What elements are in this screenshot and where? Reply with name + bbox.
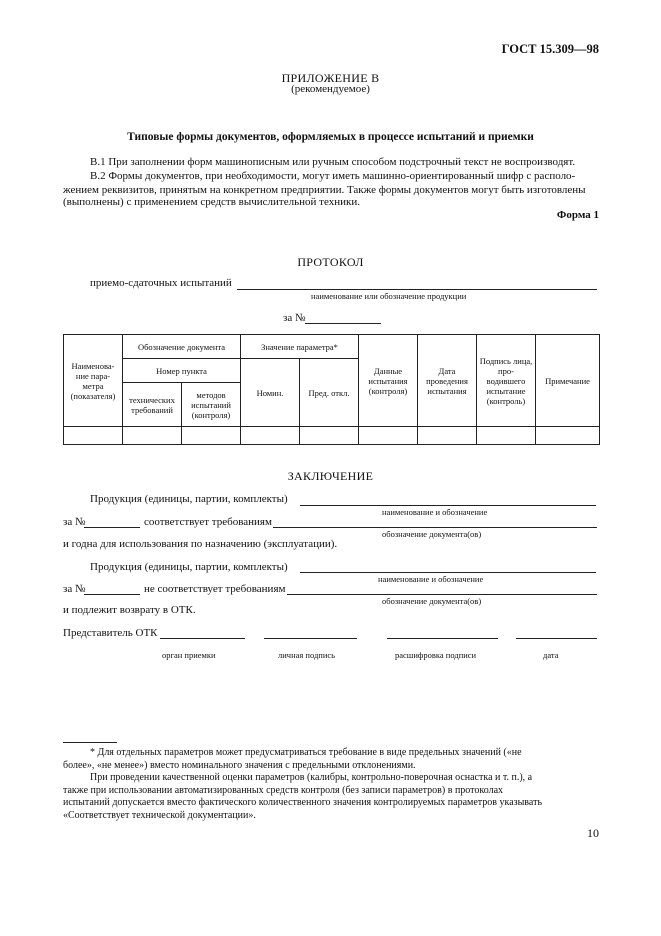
gost-header: ГОСТ 15.309—98 [501, 42, 599, 56]
otk-representative-label: Представитель ОТК [63, 627, 158, 639]
product-1-caption: наименование и обозначение [382, 507, 488, 517]
col-param-value: Значение параметра* [241, 335, 359, 359]
return-statement: и подлежит возврату в ОТК. [63, 604, 196, 616]
not-complies-line[interactable] [287, 594, 597, 595]
table-cell[interactable] [241, 427, 300, 445]
caption-personal-signature: личная подпись [278, 650, 336, 660]
page-number: 10 [587, 826, 599, 840]
protocol-number-label: за № [283, 312, 306, 324]
footnote-2-line2: также при использовании автоматизированных средств контроля (без записи параметров) в протоколах [63, 784, 504, 796]
product-2-caption: наименование и обозначение [378, 574, 484, 584]
col-signature: Подпись лица, про-водившего испытание (контроль) [477, 335, 536, 427]
number-line-2[interactable] [84, 594, 140, 595]
table-cell[interactable] [359, 427, 418, 445]
complies-line[interactable] [273, 527, 597, 528]
paragraph-b2-line3: (выполнены) с применением средств вычислительной техники. [63, 196, 360, 208]
conclusion-title: ЗАКЛЮЧЕНИЕ [287, 469, 374, 483]
product-1-line[interactable] [300, 505, 596, 506]
protocol-table [63, 334, 600, 445]
conclusion-product-2: Продукция (единицы, партии, комплекты) [90, 561, 288, 573]
footnote-1-line2: более», «не менее») вместо номинального значения с предельными отклонениями. [63, 759, 416, 771]
footnote-2-line3: испытаний допускается вместо фактического количественного значения контролируемых параметров указывать [63, 797, 543, 808]
signature-line-decoding[interactable] [387, 638, 498, 639]
col-item-number: Номер пункта [123, 359, 241, 383]
signature-line-organ[interactable] [160, 638, 245, 639]
table-cell[interactable] [123, 427, 182, 445]
col-note: Примечание [536, 335, 600, 427]
caption-signature-decoding: расшифровка подписи [395, 650, 477, 660]
form-label: Форма 1 [556, 209, 599, 221]
number-line-1[interactable] [84, 527, 140, 528]
section-heading: Типовые формы документов, оформляемых в процессе испытаний и приемки [127, 131, 534, 143]
table-cell[interactable] [418, 427, 477, 445]
paragraph-b2-line2: жением реквизитов, принятым на конкретном предприятии. Также формы документов могут быть изготовлены [63, 184, 586, 196]
col-doc-designation: Обозначение документа [123, 335, 241, 359]
table-cell[interactable] [182, 427, 241, 445]
appendix-subtitle: (рекомендуемое) [291, 83, 370, 95]
protocol-title: ПРОТОКОЛ [297, 255, 364, 269]
complies-label: соответствует требованиям [144, 516, 272, 528]
signature-line-personal[interactable] [264, 638, 357, 639]
col-test-methods: методов испытаний (контроля) [182, 383, 241, 427]
table-row [64, 427, 600, 445]
signature-line-date[interactable] [516, 638, 597, 639]
col-test-date: Дата проведения испытания [418, 335, 477, 427]
appendix-title: ПРИЛОЖЕНИЕ В [281, 71, 380, 85]
protocol-subject-caption: наименование или обозначение продукции [311, 291, 467, 301]
conclusion-product-1: Продукция (единицы, партии, комплекты) [90, 493, 288, 505]
protocol-subject-line[interactable] [237, 289, 597, 290]
table-cell[interactable] [477, 427, 536, 445]
paragraph-b2-line1: В.2 Формы документов, при необходимости, могут иметь машинно-ориентированный шифр с располо- [90, 170, 576, 182]
caption-organ: орган приемки [162, 650, 216, 660]
not-complies-caption: обозначение документа(ов) [382, 596, 482, 606]
footnote-divider [63, 742, 117, 743]
number-prefix-1: за № [63, 516, 86, 528]
caption-date: дата [543, 650, 559, 660]
paragraph-b1: В.1 При заполнении форм машинописным или ручным способом подстрочный текст не воспроизводят. [90, 156, 576, 168]
footnote-1-line1: * Для отдельных параметров может предусматриваться требование в виде предельных значений («не [90, 747, 522, 758]
col-test-data: Данные испытания (контроля) [359, 335, 418, 427]
footnote-2-line4: «Соответствует технической документации». [63, 809, 256, 821]
col-tech-req: технических требований [123, 383, 182, 427]
protocol-number-line[interactable] [305, 323, 381, 324]
protocol-subject-label: приемо-сдаточных испытаний [90, 277, 232, 289]
table-cell[interactable] [64, 427, 123, 445]
fit-statement: и годна для использования по назначению (эксплуатации). [63, 538, 338, 550]
number-prefix-2: за № [63, 583, 86, 595]
not-complies-label: не соответствует требованиям [144, 583, 286, 595]
product-2-line[interactable] [300, 572, 596, 573]
table-cell[interactable] [536, 427, 600, 445]
col-tolerance: Пред. откл. [300, 359, 359, 427]
table-cell[interactable] [300, 427, 359, 445]
col-nominal: Номин. [241, 359, 300, 427]
footnote-2-line1: При проведении качественной оценки параметров (калибры, контрольно-поверочная оснастка и т. п.), а [90, 772, 533, 783]
complies-caption: обозначение документа(ов) [382, 529, 482, 539]
col-param-name: Наименова-ние пара-метра (показателя) [64, 335, 123, 427]
